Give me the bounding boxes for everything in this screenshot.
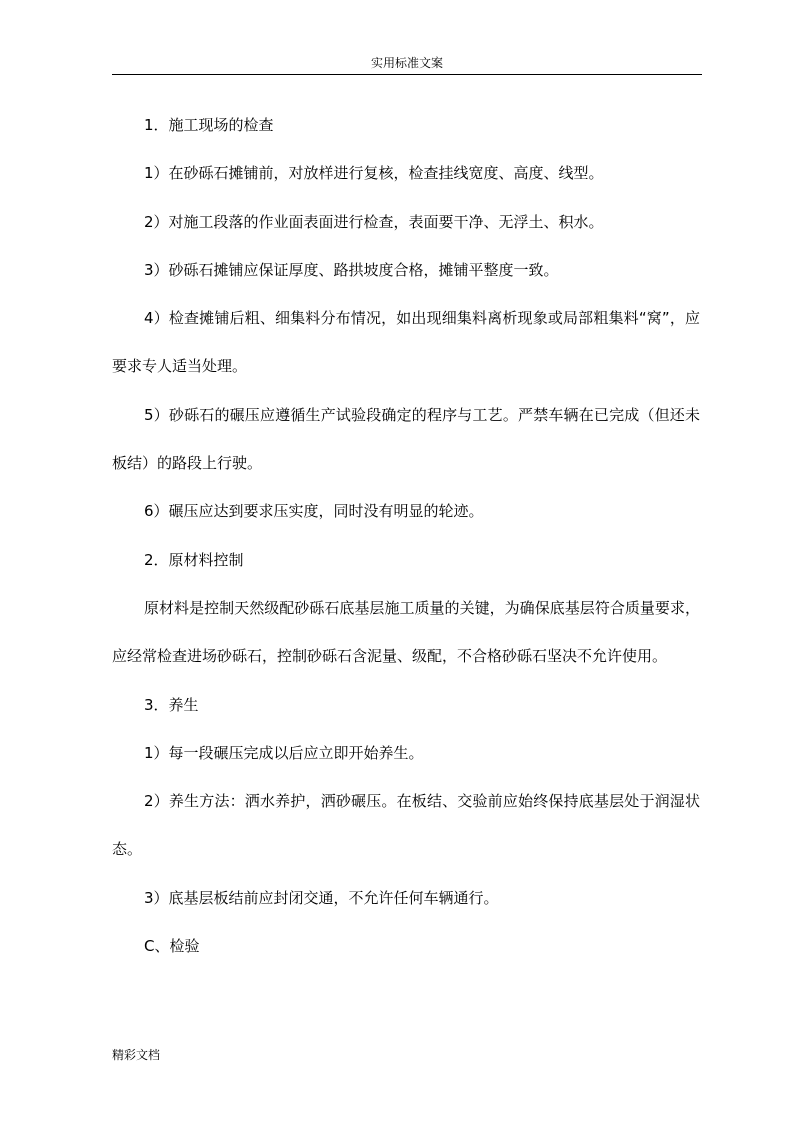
- paragraph: 1）在砂砾石摊铺前，对放样进行复核，检查挂线宽度、高度、线型。: [144, 164, 604, 183]
- section-heading-2: 2．原材料控制: [144, 550, 244, 569]
- document-body: [112, 101, 700, 970]
- paragraph: 5）砂砾石的碾压应遵循生产试验段确定的程序与工艺。严禁车辆在已完成（但还未板结）的路段上行驶。: [112, 405, 700, 473]
- paragraph: 4）检查摊铺后粗、细集料分布情况，如出现细集料离析现象或局部粗集料“窝”，应要求专人适当处理。: [112, 309, 700, 376]
- paragraph: 3）砂砾石摊铺应保证厚度、路拱坡度合格，摊铺平整度一致。: [144, 260, 559, 279]
- section-heading-c: C、检验: [144, 937, 200, 956]
- paragraph: 2）养生方法：洒水养护，洒砂碾压。在板结、交验前应始终保持底基层处于润湿状态。: [112, 792, 700, 859]
- paragraph: 3）底基层板结前应封闭交通，不允许任何车辆通行。: [144, 888, 499, 907]
- paragraph: 原材料是控制天然级配砂砾石底基层施工质量的关键，为确保底基层符合质量要求，应经常检查进场砂砾石，控制砂砾石含泥量、级配，不合格砂砾石坚决不允许使用。: [112, 598, 700, 666]
- header-title: 实用标准文案: [370, 56, 443, 70]
- paragraph: 2）对施工段落的作业面表面进行检查，表面要干净、无浮土、积水。: [144, 212, 604, 231]
- section-heading-3: 3．养生: [144, 695, 199, 714]
- section-heading-1: 1．施工现场的检查: [144, 116, 274, 134]
- page-header: [112, 55, 702, 75]
- paragraph: 6）碾压应达到要求压实度，同时没有明显的轮迹。: [144, 502, 484, 521]
- paragraph: 1）每一段碾压完成以后应立即开始养生。: [144, 743, 424, 762]
- page-footer: [112, 1047, 160, 1064]
- footer-label: 精彩文档: [112, 1048, 161, 1062]
